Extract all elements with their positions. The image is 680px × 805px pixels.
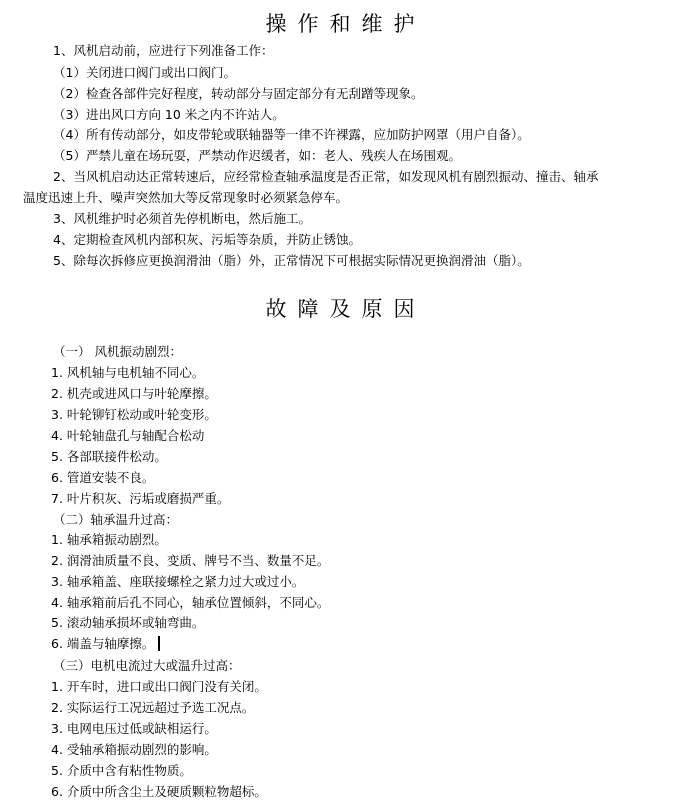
paragraph-line: （3）进出风口方向 10 米之内不许站人。	[53, 107, 285, 122]
paragraph-line: （1）关闭进口阀门或出口阀门。	[53, 65, 236, 80]
list-item: 4. 叶轮轴盘孔与轴配合松动	[51, 428, 205, 443]
list-item: 5. 滚动轴承损坏或轴弯曲。	[51, 615, 205, 630]
paragraph-line: 1、风机启动前，应进行下列准备工作：	[53, 43, 274, 58]
text-cursor	[158, 636, 160, 651]
paragraph-line: 2、当风机启动达正常转速后，应经常检查轴承温度是否正常，如发现风机有剧烈振动、撞击、轴承	[53, 169, 599, 184]
list-item: 3. 叶轮铆钉松动或叶轮变形。	[51, 407, 217, 422]
paragraph-line: （2）检查各部件完好程度，转动部分与固定部分有无刮蹭等现象。	[53, 86, 424, 101]
paragraph-line: 3、风机维护时必须首先停机断电，然后施工。	[53, 211, 311, 226]
list-item-with-cursor[interactable]	[51, 635, 160, 653]
list-item: 4. 轴承箱前后孔不同心，轴承位置倾斜，不同心。	[51, 595, 330, 610]
section-title-faults: 故障及原因	[265, 297, 426, 321]
group-heading: （三）电机电流过大或温升过高：	[53, 658, 241, 673]
list-item: 4. 受轴承箱振动剧烈的影响。	[51, 742, 217, 757]
list-item: 1. 开车时，进口或出口阀门没有关闭。	[51, 679, 267, 694]
group-heading: （一） 风机振动剧烈：	[53, 344, 182, 359]
list-item: 5. 各部联接件松动。	[51, 449, 167, 464]
list-item: 5. 介质中含有粘性物质。	[51, 763, 192, 778]
paragraph-line: （4）所有传动部分，如皮带轮或联轴器等一律不许裸露，应加防护网罩（用户自备）。	[53, 127, 530, 142]
list-item: 2. 润滑油质量不良、变质、牌号不当、数量不足。	[51, 553, 330, 568]
paragraph-line: （5）严禁儿童在场玩耍，严禁动作迟缓者，如：老人、残疾人在场围观。	[53, 148, 461, 163]
list-item: 2. 实际运行工况远超过予选工况点。	[51, 700, 255, 715]
list-item: 3. 轴承箱盖、座联接螺栓之紧力过大或过小。	[51, 574, 305, 589]
list-item: 3. 电网电压过低或缺相运行。	[51, 721, 217, 736]
paragraph-line: 温度迅速上升、噪声突然加大等反常现象时必须紧急停车。	[23, 190, 349, 205]
list-item: 6. 管道安装不良。	[51, 470, 155, 485]
group-heading: （二）轴承温升过高：	[53, 512, 179, 527]
paragraph-line: 5、除每次拆修应更换润滑油（脂）外，正常情况下可根据实际情况更换润滑油（脂）。	[53, 253, 530, 268]
list-item: 6. 端盖与轴摩擦。	[51, 636, 155, 651]
section-title-operation: 操作和维护	[265, 12, 426, 36]
list-item: 1. 风机轴与电机轴不同心。	[51, 365, 205, 380]
list-item: 2. 机壳或进风口与叶轮摩擦。	[51, 386, 217, 401]
paragraph-line: 4、定期检查风机内部积灰、污垢等杂质，并防止锈蚀。	[53, 232, 361, 247]
list-item: 1. 轴承箱振动剧烈。	[51, 532, 167, 547]
list-item: 7. 叶片积灰、污垢或磨损严重。	[51, 491, 230, 506]
list-item: 6. 介质中所含尘土及硬质颗粒物超标。	[51, 784, 267, 799]
